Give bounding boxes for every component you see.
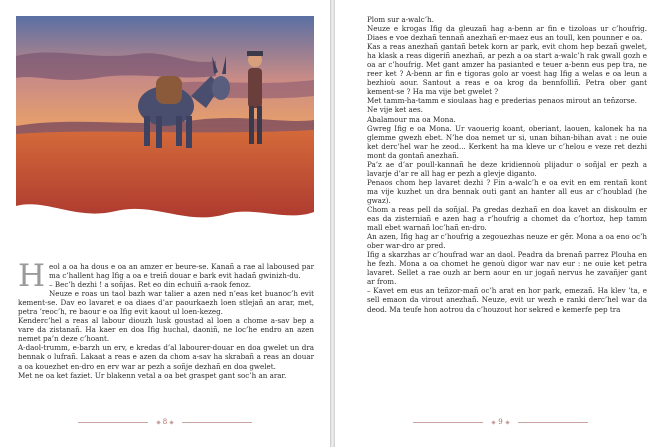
page-number: 9 <box>498 418 503 426</box>
footer-rule <box>413 422 483 423</box>
paragraph: – Kavet em eus an teñzor-mañ oc’h arat en hor park, emezañ. Ha klev ’ta, e sell emaon da virout anezhañ. Neuze, evit ur wezh e ranki derc’hel war da deod. Ma teufe hon aotrou da c’houzout hor sekred e kemerfe pep tra <box>367 286 647 314</box>
ornament-icon <box>170 420 174 424</box>
page-footer <box>0 418 330 426</box>
page-number: 8 <box>162 418 168 426</box>
ornament-icon <box>505 420 509 424</box>
footer-rule <box>518 422 588 423</box>
paragraph: Met tamm-ha-tamm e sioulaas hag e prederias penaos mirout an teñzorse. <box>367 96 637 106</box>
paragraph: Chom a reas pell da soñjal. Pa gredas dezhañ en doa kavet an diskoulm er eas da zisterniañ e azen hag a r’houfrig a chomet da c’hortoz, hep tamm mall ebet warnañ loc’hañ en-dro. <box>367 204 647 233</box>
paragraph: Ne vije ket aes. <box>367 105 423 115</box>
paragraph: Ifig a skarzhas ar c’houfrad war an daol. Peadra da brenañ parrez Plouha en he fezh. Mona a oa chomet he genoù digor war nav eur : ne ouie ket petra lavaret. Sellet a rae ouzh ar bern aour en ur jogañ nervus he zavañjer gant ar from. <box>367 250 647 287</box>
ornament-icon <box>156 420 160 424</box>
paragraph: Neuze e roas un taol bazh war talier a azen ned n’eas ket buanoc’h evit kement-se. Dav eo lavaret e oa diaes d’ar paourkaezh loen stlejañ an arar, met, petra ’reoc’h, re baour e oa Ifig evit kaout ul loen-kezeg. <box>18 289 314 317</box>
paragraph: – Bec’h dezhi ! a soñjas. Ret eo din echuiñ a-raok fenoz. <box>49 280 251 290</box>
ornament-icon <box>492 420 496 424</box>
paragraph: Plom sur a-walc’h. <box>367 15 434 24</box>
paragraph: Kas a reas anezhañ gantañ betek korn ar park, evit chom hep bezañ gwelet, ha klask a reas digeriñ anezhañ, ar pezh a oa start a-walc’h rak gwall gozh e oa ar c’houfrig. Met gant amzer ha pasianted e teuer a-benn eus pep tra, ne reer ket ? A-benn ar fin e tigoras golo ar voest hag Ifig a welas e oa leun a bezhioù aour. Santout a reas e oa krog da bennfolliñ. Petra ober gant kement-se ? Ha ma vije bet gwelet ? <box>367 42 647 97</box>
donkey-illustration <box>16 16 314 231</box>
footer-rule <box>182 422 252 423</box>
right-page-text <box>367 15 647 314</box>
paragraph: Abalamour ma oa Mona. <box>367 114 456 124</box>
paragraph: Neuze e krogas Ifig da gleuzañ hag a-benn ar fin e tizoloas ur c’houfrig. Diaes e voe dezhañ tennañ anezhañ er-maez eus an toull, ken pounner e oa. <box>367 24 647 43</box>
paragraph: Gwreg Ifig e oa Mona. Ur vaouerig koant, oberiant, laouen, kalonek ha na glemme gwezh ebet. N’he doa nemet ur si, unan bihan-bihan avat : ne ouie ket derc’hel war he zeod... Kerkent ha ma kleve ur c’helou e veze ret dezhi mont da gontañ anezhañ. <box>367 123 647 160</box>
paragraph: An azen, Ifig hag ar c’houfrig a zegouezhas neuze er gêr. Mona a oa eno oc’h ober war-dro ar pred. <box>367 232 647 251</box>
paragraph: Pa’z ae d’ar poull-kannañ he deze kridiennoù plijadur o soñjal er pezh a lavarje d’ar re all hag er pezh a glevje diganto. <box>367 159 647 178</box>
first-paragraph-text: eol a oa ha dous e oa an amzer er beure-se. Kanañ a rae al laboused par ma c’hallent hag Ifig a oa e treiñ douar e bark evit hadañ gwinizh-du. <box>49 262 314 281</box>
paragraph: A-daol-trumm, e-barzh un erv, e kredas d’al labourer-douar en doa gwelet un dra bennak o lufrañ. Lakaat a reas e azen da chom a-sav ha skrabañ a reas an douar a oa kouezhet en-dro en erv war ar pezh a soñje dezhañ en doa gwelet. <box>18 343 314 371</box>
left-page-text <box>18 258 314 380</box>
paragraph: Kenderc’hel a reas al labour diouzh lusk goustad al loen a chome a-sav bep a vare da zistanañ. Ha kaer en doa Ifig huchal, daoniñ, ne loc’he endro an azen nemet pa’n deze c’hoant. <box>18 316 314 344</box>
footer-rule <box>78 422 148 423</box>
drop-cap: H <box>18 258 46 294</box>
paragraph: Penaos chom hep lavaret dezhi ? Fin a-walc’h e oa evit en em rentañ kont ma vije kuzhet un dra bennak outi gant an hanter all eus ar c’houblad (he gwaz). <box>367 177 647 205</box>
left-page <box>0 0 330 447</box>
right-page <box>335 0 666 447</box>
paragraph: Met ne oa ket faziet. Ur blakenn vetal a oa bet graspet gant soc’h an arar. <box>18 370 287 380</box>
page-footer <box>335 418 666 426</box>
